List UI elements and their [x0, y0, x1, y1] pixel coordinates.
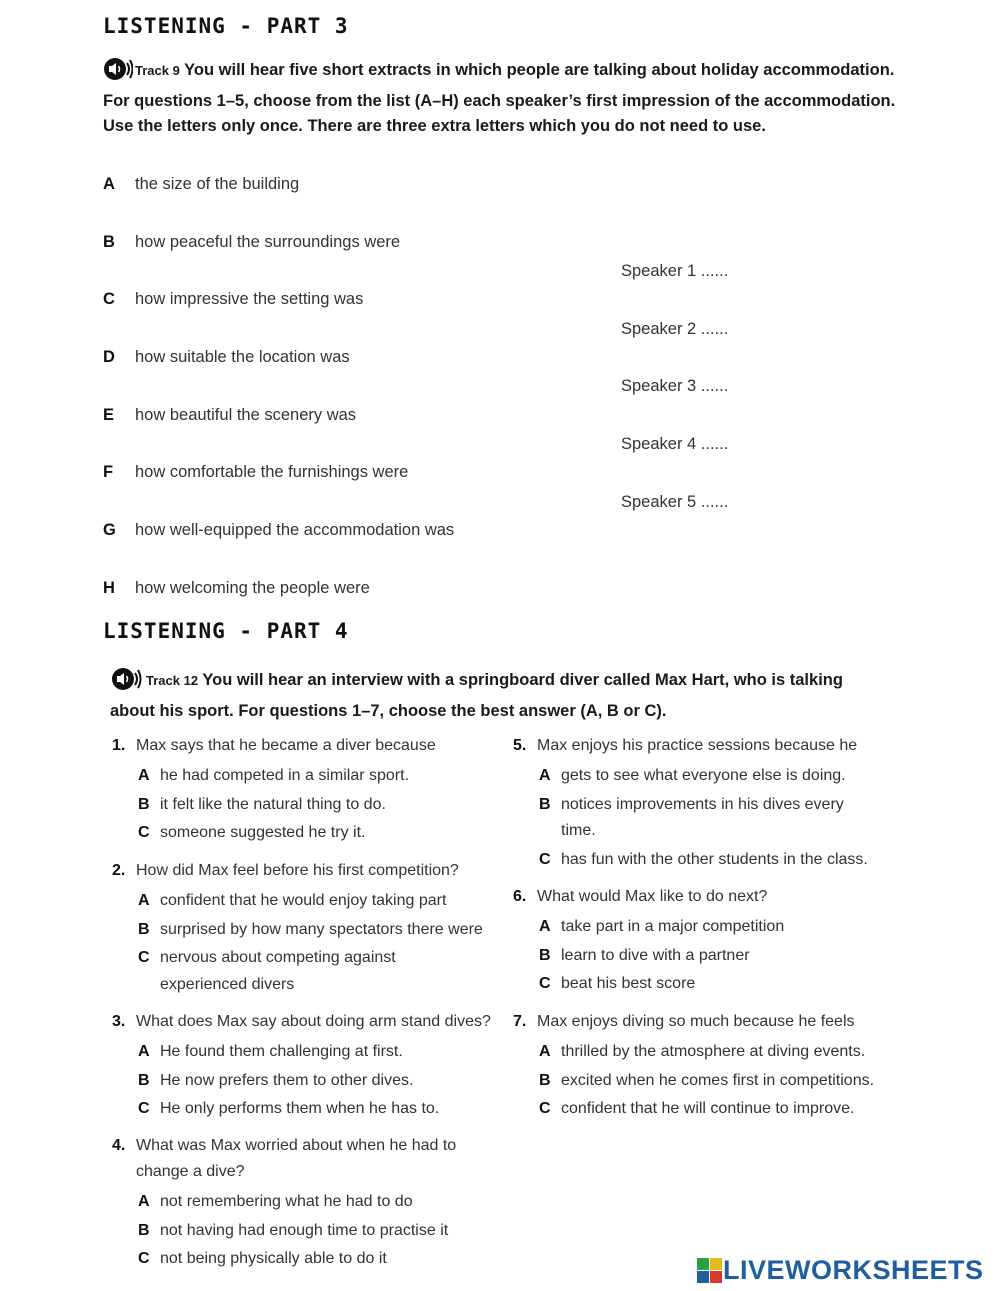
- answer-text: nervous about competing against: [160, 949, 396, 966]
- answer-line: [539, 1095, 908, 1124]
- answer-option[interactable]: [112, 1095, 507, 1124]
- answer-text: not having had enough time to practise it: [160, 1221, 449, 1239]
- answer-letter: A: [539, 1043, 551, 1060]
- part3-instruction-block: [103, 57, 903, 139]
- answer-option[interactable]: [112, 819, 507, 848]
- option-letter: F: [103, 463, 114, 481]
- option-row: [103, 348, 350, 367]
- answer-letter: C: [138, 949, 150, 966]
- question-line: [513, 733, 908, 759]
- answer-line: [138, 944, 507, 973]
- question-line: [112, 1159, 507, 1185]
- answer-option[interactable]: [112, 1038, 507, 1067]
- option-text: how beautiful the scenery was: [135, 406, 357, 424]
- question-text: Max enjoys diving so much because he feels: [537, 1013, 855, 1030]
- answer-text: He found them challenging at first.: [160, 1043, 403, 1060]
- question-stem: [112, 858, 507, 884]
- question-number: 1.: [112, 737, 126, 754]
- answer-letter: A: [138, 1043, 150, 1060]
- answer-option[interactable]: [513, 942, 908, 971]
- logo-icon: [697, 1258, 723, 1284]
- question-stem: [513, 884, 908, 910]
- answer-text: has fun with the other students in the class.: [561, 850, 868, 868]
- answer-letter: A: [539, 767, 551, 784]
- answer-line: [539, 913, 908, 942]
- option-row: [103, 233, 400, 252]
- question-stem: [112, 1133, 507, 1185]
- answer-letter: C: [539, 975, 551, 992]
- answer-text: notices improvements in his dives every: [561, 795, 844, 813]
- answer-letter: B: [138, 920, 150, 938]
- question-number: 3.: [112, 1013, 126, 1030]
- question-stem: [112, 1009, 507, 1035]
- option-text: how comfortable the furnishings were: [135, 463, 409, 481]
- answer-text: learn to dive with a partner: [561, 946, 750, 964]
- answer-line: [138, 819, 507, 848]
- answer-option[interactable]: [513, 1038, 908, 1067]
- part3-heading: LISTENING - PART 3: [103, 14, 349, 38]
- option-text: how well-equipped the accommodation was: [135, 521, 455, 539]
- answer-line: [138, 916, 507, 945]
- question-text: What was Max worried about when he had to: [136, 1137, 457, 1154]
- answer-letter: B: [138, 1071, 150, 1089]
- answer-letter: A: [138, 767, 150, 784]
- answer-option[interactable]: [513, 791, 908, 846]
- option-text: how peaceful the surroundings were: [135, 233, 401, 251]
- question-number: 4.: [112, 1137, 126, 1154]
- option-letter: G: [103, 521, 116, 539]
- answer-text: someone suggested he try it.: [160, 824, 366, 841]
- answer-line: [539, 970, 908, 999]
- option-row: [103, 290, 363, 309]
- question-block: [112, 733, 507, 848]
- question-block: [513, 1009, 908, 1124]
- answer-line: [539, 1067, 908, 1096]
- answer-option[interactable]: [112, 791, 507, 820]
- answer-line: [138, 971, 507, 1000]
- answer-option[interactable]: [112, 1217, 507, 1246]
- part4-instruction-text: You will hear an interview with a springboard diver called Max Hart, who is talking about his sport. For questions 1–7, choose the best answer (A, B or C).: [110, 671, 843, 720]
- answer-line: [138, 1245, 507, 1274]
- option-letter: H: [103, 579, 115, 597]
- question-block: [112, 1009, 507, 1124]
- option-row: [103, 521, 454, 540]
- question-line: [513, 884, 908, 910]
- part3-instruction-text: You will hear five short extracts in which people are talking about holiday accommodation. For questions 1–5, choose from the list (A–H) each speaker’s first impression of the accommodation. Use the letters only once. There are three extra letters which you do not need to use.: [103, 61, 896, 135]
- answer-line: [539, 791, 908, 820]
- answer-letter: B: [539, 1071, 551, 1089]
- answer-letter: B: [539, 795, 551, 813]
- answer-text: he had competed in a similar sport.: [160, 767, 410, 784]
- answer-option[interactable]: [112, 1188, 507, 1217]
- answer-option[interactable]: [112, 762, 507, 791]
- option-text: how impressive the setting was: [135, 290, 364, 308]
- question-block: [112, 1133, 507, 1274]
- answer-option[interactable]: [112, 1245, 507, 1274]
- question-text: What would Max like to do next?: [537, 888, 768, 905]
- answer-letter: C: [539, 850, 551, 868]
- answer-text: surprised by how many spectators there were: [160, 920, 483, 938]
- option-letter: A: [103, 175, 115, 193]
- part4-instruction-block: [110, 667, 890, 724]
- answer-line: [539, 942, 908, 971]
- answer-text: excited when he comes first in competitions.: [561, 1071, 875, 1089]
- speaker-answer-5[interactable]: Speaker 5 ......: [621, 493, 729, 511]
- answer-letter: C: [138, 1250, 150, 1267]
- option-letter: B: [103, 233, 115, 251]
- answer-line: [138, 1095, 507, 1124]
- option-letter: C: [103, 290, 115, 308]
- question-text: What does Max say about doing arm stand dives?: [136, 1013, 491, 1030]
- answer-text: He now prefers them to other dives.: [160, 1071, 414, 1089]
- speaker-answer-4[interactable]: Speaker 4 ......: [621, 435, 729, 453]
- question-line: [112, 1009, 507, 1035]
- question-text: change a dive?: [136, 1163, 245, 1180]
- question-line: [112, 733, 507, 759]
- answer-text: take part in a major competition: [561, 918, 785, 935]
- answer-letter: B: [539, 946, 551, 964]
- answer-option[interactable]: [112, 916, 507, 945]
- part3-track-label: Track 9: [135, 63, 180, 78]
- option-row: [103, 175, 299, 194]
- option-row: [103, 579, 370, 598]
- option-row: [103, 406, 356, 425]
- question-stem: [513, 1009, 908, 1035]
- liveworksheets-logo: [697, 1255, 984, 1286]
- answer-text: confident that he will continue to improve.: [561, 1100, 855, 1117]
- answer-line: [138, 1038, 507, 1067]
- answer-letter: C: [539, 1100, 551, 1117]
- answer-line: [138, 1217, 507, 1246]
- answer-option[interactable]: [513, 1095, 908, 1124]
- answer-letter: C: [138, 1100, 150, 1117]
- answer-option[interactable]: [513, 846, 908, 875]
- answer-line: [138, 887, 507, 916]
- part4-heading: LISTENING - PART 4: [103, 619, 349, 643]
- option-text: how welcoming the people were: [135, 579, 370, 597]
- answer-letter: B: [138, 1221, 150, 1239]
- answer-letter: A: [138, 892, 150, 909]
- answer-line: [539, 1038, 908, 1067]
- answer-text: He only performs them when he has to.: [160, 1100, 440, 1117]
- option-row: [103, 463, 408, 482]
- answer-letter: A: [138, 1193, 150, 1210]
- option-text: how suitable the location was: [135, 348, 350, 366]
- answer-text: not remembering what he had to do: [160, 1193, 413, 1210]
- answer-option[interactable]: [112, 1067, 507, 1096]
- answer-text: gets to see what everyone else is doing.: [561, 767, 846, 784]
- question-block: [513, 733, 908, 874]
- answer-line: [138, 791, 507, 820]
- answer-line: [138, 1067, 507, 1096]
- answer-letter: A: [539, 918, 551, 935]
- speaker-icon[interactable]: [103, 57, 133, 89]
- answer-line: [539, 817, 908, 846]
- option-letter: D: [103, 348, 115, 366]
- question-text: Max says that he became a diver because: [136, 737, 436, 754]
- question-line: [112, 1133, 507, 1159]
- answer-line: [539, 762, 908, 791]
- answer-option[interactable]: [112, 944, 507, 999]
- question-text: Max enjoys his practice sessions because he: [537, 737, 858, 754]
- question-line: [513, 1009, 908, 1035]
- answer-line: [138, 1188, 507, 1217]
- answer-line: [138, 762, 507, 791]
- speaker-answer-1[interactable]: Speaker 1 ......: [621, 262, 729, 280]
- answer-text: confident that he would enjoy taking part: [160, 892, 447, 909]
- answer-letter: B: [138, 795, 150, 813]
- speaker-icon[interactable]: [110, 667, 144, 699]
- answer-option[interactable]: [513, 1067, 908, 1096]
- answer-text: not being physically able to do it: [160, 1250, 387, 1267]
- answer-text: experienced divers: [160, 975, 295, 993]
- speaker-answer-3[interactable]: Speaker 3 ......: [621, 377, 729, 395]
- question-block: [513, 884, 908, 999]
- answer-option[interactable]: [513, 762, 908, 791]
- question-text: How did Max feel before his first competition?: [136, 862, 459, 879]
- answer-text: time.: [561, 822, 596, 839]
- question-block: [112, 858, 507, 999]
- option-letter: E: [103, 406, 115, 424]
- option-text: the size of the building: [135, 175, 300, 193]
- question-number: 2.: [112, 862, 126, 879]
- question-number: 6.: [513, 888, 527, 905]
- question-number: 5.: [513, 737, 527, 754]
- answer-option[interactable]: [513, 913, 908, 942]
- answer-text: beat his best score: [561, 975, 696, 992]
- logo-text: LIVEWORKSHEETS: [723, 1255, 984, 1285]
- question-stem: [513, 733, 908, 759]
- question-line: [112, 858, 507, 884]
- answer-option[interactable]: [112, 887, 507, 916]
- part4-track-label: Track 12: [146, 673, 199, 688]
- answer-text: it felt like the natural thing to do.: [160, 795, 386, 813]
- answer-line: [539, 846, 908, 875]
- question-stem: [112, 733, 507, 759]
- answer-letter: C: [138, 824, 150, 841]
- question-number: 7.: [513, 1013, 527, 1030]
- speaker-answer-2[interactable]: Speaker 2 ......: [621, 320, 729, 338]
- answer-option[interactable]: [513, 970, 908, 999]
- answer-text: thrilled by the atmosphere at diving events.: [561, 1043, 866, 1060]
